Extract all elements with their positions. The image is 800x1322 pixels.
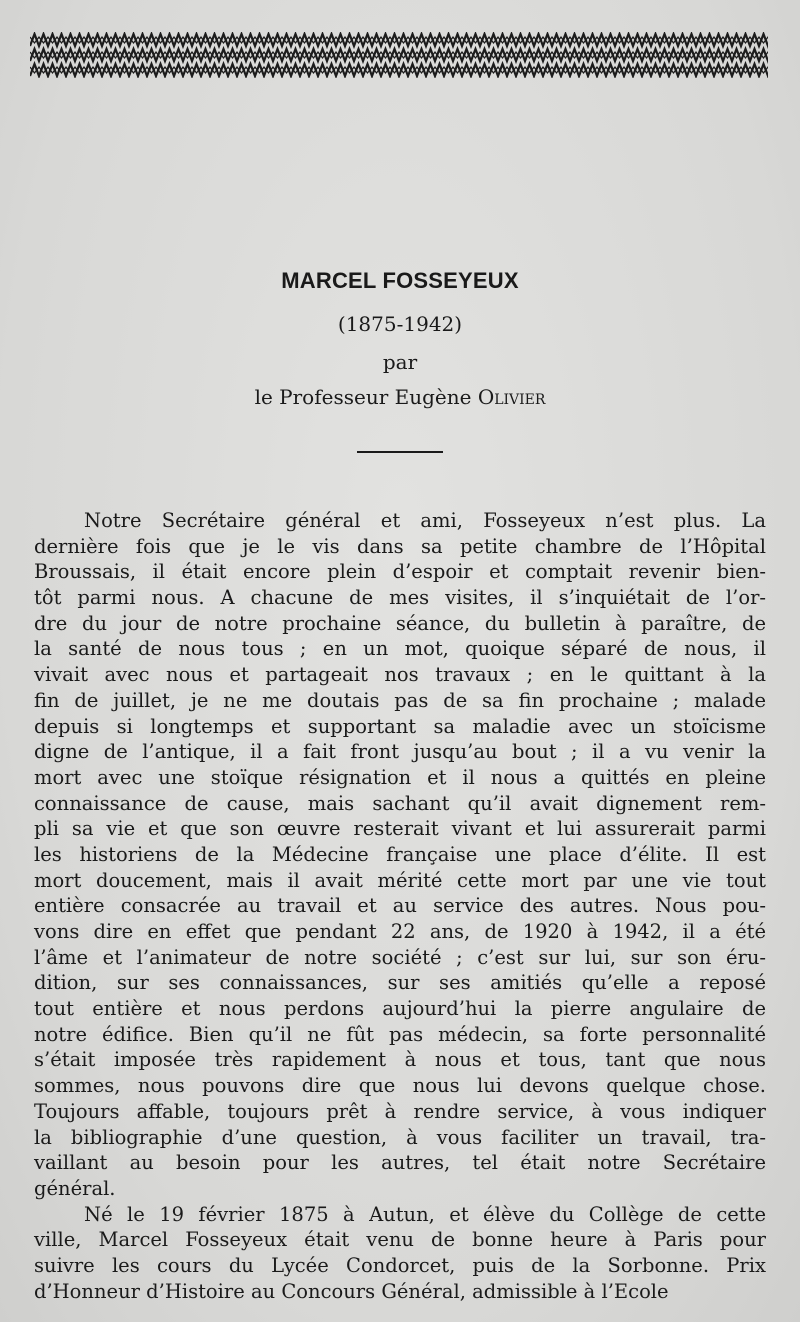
text-line: tôt parmi nous. A chacune de mes visites, il s’inquiétait de l’or-	[34, 586, 766, 610]
text-line: vaillant au besoin pour les autres, tel était notre Secrétaire	[34, 1151, 766, 1175]
text-line: dition, sur ses connaissances, sur ses amitiés qu’elle a reposé	[34, 971, 766, 995]
text-line: Né le 19 février 1875 à Autun, et élève du Collège de cette	[84, 1202, 766, 1226]
text-line: la santé de nous tous ; en un mot, quoique séparé de nous, il	[34, 637, 766, 661]
paragraph	[34, 1202, 766, 1305]
article-title: MARCEL FOSSEYEUX	[281, 268, 519, 293]
paragraph	[34, 508, 766, 1202]
text-line: vivait avec nous et partageait nos travaux ; en le quittant à la	[34, 663, 766, 687]
author-prefix: le Professeur Eugène	[254, 385, 478, 409]
text-line: l’âme et l’animateur de notre société ; c’est sur lui, sur son éru-	[34, 945, 766, 969]
text-line: mort doucement, mais il avait mérité cette mort par une vie tout	[34, 868, 766, 892]
text-line: depuis si longtemps et supportant sa maladie avec un stoïcisme	[34, 714, 766, 738]
text-line: vons dire en effet que pendant 22 ans, de 1920 à 1942, il a été	[34, 920, 766, 943]
text-line: d’Honneur d’Histoire au Concours Général, admissible à l’Ecole	[34, 1279, 669, 1303]
text-line: les historiens de la Médecine française une place d’élite. Il est	[34, 842, 766, 866]
text-line: connaissance de cause, mais sachant qu’il avait dignement rem-	[34, 791, 766, 815]
text-line: suivre les cours du Lycée Condorcet, puis de la Sorbonne. Prix	[34, 1253, 766, 1277]
article-body	[34, 508, 766, 1304]
text-line: mort avec une stoïque résignation et il nous a quittés en pleine	[34, 765, 766, 789]
decorative-border-ornament	[30, 32, 768, 78]
text-line: digne de l’antique, il a fait front jusqu’au bout ; il a vu venir la	[34, 740, 766, 764]
text-line: sommes, nous pouvons dire que nous lui devons quelque chose.	[34, 1074, 766, 1098]
article-dates: (1875-1942)	[337, 312, 463, 336]
text-line: entière consacrée au travail et au service des autres. Nous pou-	[34, 894, 766, 918]
text-line: général.	[34, 1176, 116, 1200]
text-line: tout entière et nous perdons aujourd’hui la pierre angulaire de	[34, 997, 766, 1021]
text-line: Toujours affable, toujours prêt à rendre service, à vous indiquer	[34, 1099, 766, 1123]
text-line: Notre Secrétaire général et ami, Fosseyeux n’est plus. La	[84, 509, 766, 532]
text-line: dre du jour de notre prochaine séance, du bulletin à paraître, de	[34, 611, 766, 635]
text-line: la bibliographie d’une question, à vous faciliter un travail, tra-	[34, 1125, 766, 1149]
text-line: s’était imposée très rapidement à nous et tous, tant que nous	[34, 1048, 766, 1072]
text-line: fin de juillet, je ne me doutais pas de sa fin prochaine ; malade	[34, 688, 766, 712]
text-line: pli sa vie et que son œuvre resterait vivant et lui assurerait parmi	[34, 817, 766, 841]
author-surname: Olivier	[477, 385, 546, 409]
text-line: dernière fois que je le vis dans sa petite chambre de l’Hôpital	[34, 534, 766, 558]
byline-author	[0, 385, 800, 409]
separator-rule	[357, 451, 443, 453]
text-line: notre édifice. Bien qu’il ne fût pas médecin, sa forte personnalité	[34, 1022, 766, 1046]
byline-par: par	[382, 350, 418, 374]
text-line: Broussais, il était encore plein d’espoir et comptait revenir bien-	[34, 560, 766, 584]
text-line: ville, Marcel Fosseyeux était venu de bonne heure à Paris pour	[34, 1228, 766, 1252]
